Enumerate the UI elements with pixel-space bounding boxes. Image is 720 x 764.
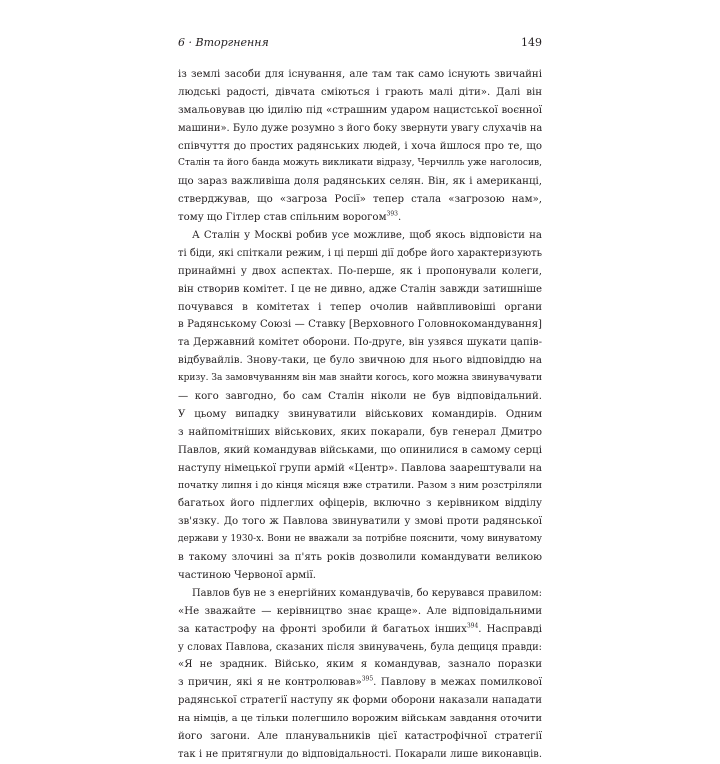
text-line: та Державний комітет оборони. По-друге, він узявся шукати цапів- [178,337,542,349]
text-line: Павлов, який командував військами, що опинилися в самому серці [178,444,542,456]
text-line: з найпомітніших військових, яких покарали, був генерал Дмитро [178,426,542,438]
text-line: в Радянському Союзі — Ставку [Верховного Головнокомандування] [178,319,542,331]
body-text [178,66,542,764]
text-line: співчуття до простих радянських людей, і хоча йшлося про те, що [178,140,542,152]
text-line: «Я не зрадник. Військо, яким я командував, зазнало поразки [178,659,542,671]
text-line: держави у 1930-х. Вони не вважали за потрібне пояснити, чому винуватому [178,534,542,545]
text-line: він створив комітет. І це не дивно, адже Сталін завжди затишніше [178,283,542,295]
text-line: ті біди, які спіткали режим, і ці перші дії добре його характеризують [178,247,542,259]
text-line: Сталін та його банда можуть викликати відразу, Черчилль уже наголосив, [178,158,542,169]
text-line: змальовував цю ідилію під «страшним ударом нацистської воєнної [178,104,542,116]
text-line: людські радості, дівчата сміються і грають малі діти». Далі він [178,86,542,98]
book-page [178,36,543,760]
text-line: кризу. За замовчуванням він мав знайти когось, кого можна звинувачувати [178,373,542,384]
text-line: зв'язку. До того ж Павлова звинуватили у змові проти радянської [178,516,542,528]
text-line: із землі засоби для існування, але там так само існують звичайні [178,69,542,80]
text-line: почувався в комітетах і тепер очолив найвпливовіші органи [178,301,542,313]
text-line: багатьох його підлеглих офіцерів, включно з керівником відділу [178,498,542,510]
text-line: відбувайлів. Знову-таки, це було звичною для нього відповіддю на [178,355,542,367]
text-line: «Не зважайте — керівництво знає краще». Але відповідальними [178,605,542,617]
text-line: в такому злочині за п'ять років дозволили командувати великою [178,552,542,564]
text-line: на німців, а це тільки полегшило ворожим військам завдання оточити [178,713,542,725]
running-head [178,36,542,52]
footnote-ref: 395 [361,675,374,683]
text-line: так і не притягнули до відповідальності. Покарали лише виконавців. [178,748,542,760]
text-line: у словах Павлова, сказаних після звинувачень, була дещиця правди: [178,641,542,653]
text-line: частиною Червоної армії. [178,569,316,581]
footnote-ref: 393 [386,210,398,218]
text-line: А Сталін у Москві робив усе можливе, щоб якось відповісти на [192,230,542,242]
text-line: що зараз важливіша доля радянських селян. Він, як і американці, [178,176,542,188]
text-line: У цьому випадку звинуватили військових командирів. Одним [178,408,542,420]
text-line: початку липня і до кінця місяця вже стратили. Разом з ним розстріляли [178,480,542,492]
chapter-title: 6 · Вторгнення [178,36,269,49]
text-line: з причин, які я не контролював»$^{395}$. Павлову в межах помилкової [178,675,542,689]
text-line: наступу німецької групи армій «Центр». Павлова заарештували на [178,462,542,474]
text-line: його загони. Але планувальників цієї катастрофічної стратегії [178,730,542,742]
text-line: за катастрофу на фронті зробили й багатьох інших$^{394}$. Насправді [178,622,542,635]
text-line: стверджував, що «загроза Росії» тепер стала «загрозою нам», [178,194,542,206]
text-line: тому що Гітлер став спільним ворогом$^{393}$. [178,210,402,224]
text-line: машини». Було дуже розумно з його боку звернути увагу слухачів на [178,122,543,134]
page-number: 149 [521,36,542,49]
text-line: Павлов був не з енергійних командувачів, бо керувався правилом: [192,587,542,599]
footnote-ref: 394 [466,622,479,630]
text-line: радянської стратегії наступу як форми оборони наказали нападати [178,695,542,707]
text-line: принаймні у двох аспектах. По-перше, як і пропонували колеги, [178,265,542,277]
text-line: — кого завгодно, бо сам Сталін ніколи не був відповідальний. [178,391,542,403]
